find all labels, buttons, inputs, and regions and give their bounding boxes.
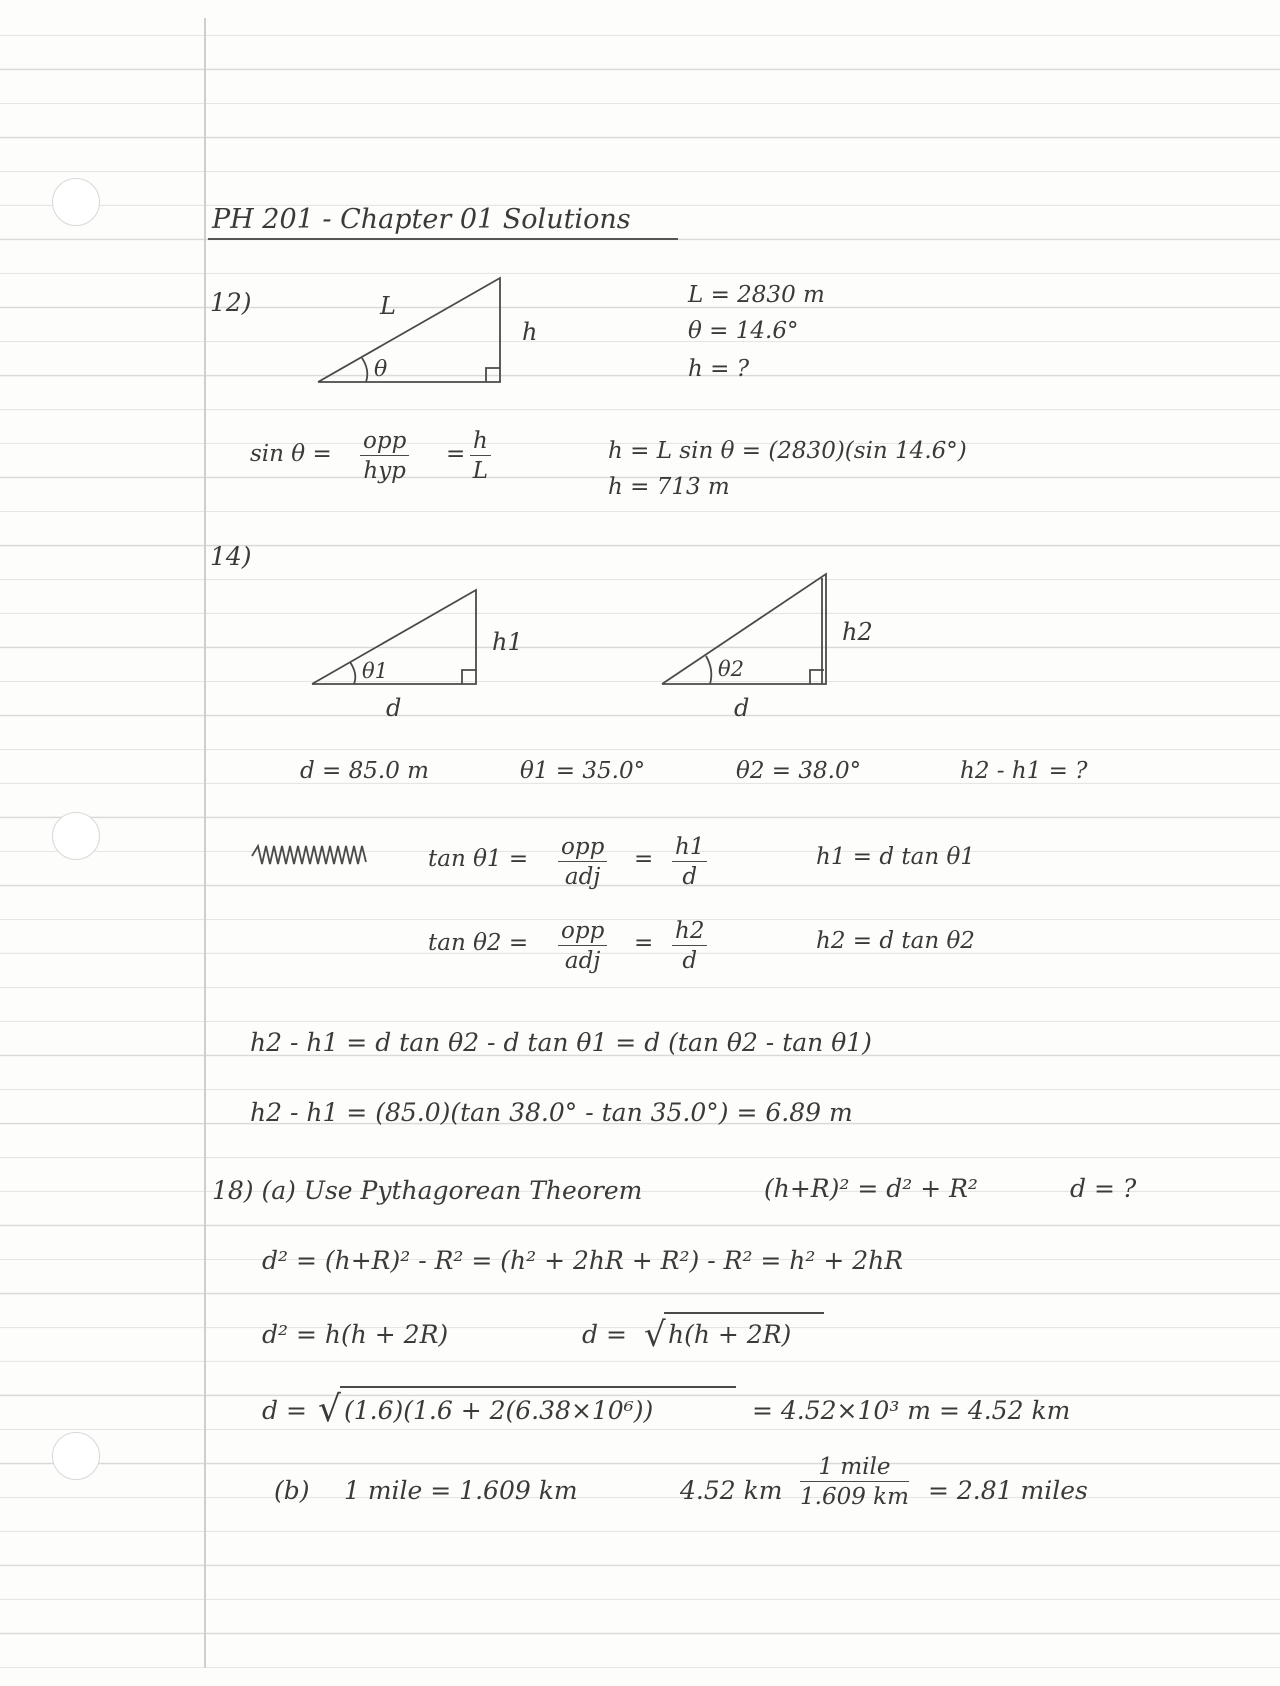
- numerator: h2: [672, 918, 707, 946]
- denominator: L: [472, 458, 489, 484]
- denominator: d: [682, 948, 698, 974]
- radical-bar: [340, 1386, 736, 1388]
- problem-14-number: 14): [210, 542, 252, 571]
- page-title: PH 201 - Chapter 01 Solutions: [212, 204, 631, 235]
- part-b-label: (b): [274, 1476, 310, 1505]
- fraction-opp-adj-2: [558, 918, 607, 974]
- mile-definition: 1 mile = 1.609 km: [344, 1476, 578, 1505]
- fraction-h2-d: [672, 918, 707, 974]
- numerator: 1 mile: [800, 1454, 909, 1482]
- problem-12-number: 12): [210, 288, 252, 317]
- equals-sign: =: [446, 441, 466, 467]
- pythagorean-equation: (h+R)² = d² + R²: [764, 1174, 978, 1203]
- h1-formula: h1 = d tan θ1: [816, 844, 975, 870]
- triangle-diagram-14-left: [306, 582, 536, 722]
- equals-sign: =: [634, 846, 654, 872]
- unknown-d: d = ?: [1070, 1174, 1137, 1203]
- conversion-lhs: 4.52 km: [680, 1476, 783, 1505]
- calc-lhs: d =: [262, 1396, 307, 1425]
- denominator: hyp: [363, 458, 406, 484]
- crossed-out-scribble: [250, 842, 380, 870]
- title-underline: [208, 238, 678, 240]
- sqrt-lhs: d =: [582, 1320, 627, 1349]
- denominator: 1.609 km: [800, 1484, 909, 1510]
- expansion-line: d² = (h+R)² - R² = (h² + 2hR + R²) - R² = h² + 2hR: [262, 1246, 904, 1275]
- triangle-outline: [318, 278, 500, 382]
- numerator: opp: [558, 834, 607, 862]
- margin-line: [204, 18, 206, 1668]
- denominator: adj: [564, 864, 601, 890]
- punch-hole: [52, 1432, 100, 1480]
- tan1-lhs: tan θ1 =: [428, 846, 529, 872]
- label-theta-1: θ1: [362, 659, 389, 683]
- calc-argument: (1.6)(1.6 + 2(6.38×10⁶)): [344, 1396, 654, 1425]
- tan2-lhs: tan θ2 =: [428, 930, 529, 956]
- denominator: d: [682, 864, 698, 890]
- label-d: d: [734, 694, 750, 722]
- triangle-outline: [312, 590, 476, 684]
- result-h-value: h = 713 m: [608, 474, 730, 500]
- label-d: d: [386, 694, 402, 722]
- punch-hole: [52, 178, 100, 226]
- right-angle-mark: [486, 368, 500, 382]
- denominator: adj: [564, 948, 601, 974]
- label-h: h: [522, 318, 538, 346]
- radical-sign: √: [644, 1315, 666, 1355]
- numerator: h: [470, 428, 491, 456]
- label-theta: θ: [374, 357, 388, 382]
- numerator: h1: [672, 834, 707, 862]
- sin-lhs: sin θ =: [250, 441, 332, 467]
- factored-line: d² = h(h + 2R): [262, 1320, 449, 1349]
- height-diff-derivation: h2 - h1 = d tan θ2 - d tan θ1 = d (tan θ2 - tan θ1): [250, 1028, 872, 1057]
- fraction-h1-d: [672, 834, 707, 890]
- label-L: L: [380, 292, 396, 320]
- angle-arc: [362, 358, 367, 382]
- numerator: opp: [558, 918, 607, 946]
- angle-arc: [706, 656, 711, 684]
- triangle-diagram-14-right: [656, 568, 886, 722]
- label-h-2: h2: [842, 618, 873, 646]
- label-theta-2: θ2: [718, 657, 745, 681]
- equals-sign: =: [634, 930, 654, 956]
- result-h-formula: h = L sin θ = (2830)(sin 14.6°): [608, 438, 967, 464]
- right-angle-mark: [462, 670, 476, 684]
- fraction-h-L: [470, 428, 491, 484]
- angle-arc: [350, 662, 355, 684]
- calc-result: = 4.52×10³ m = 4.52 km: [752, 1396, 1071, 1425]
- given-L: L = 2830 m: [688, 282, 825, 308]
- fraction-mile-km: [800, 1454, 909, 1510]
- sqrt-argument: h(h + 2R): [668, 1320, 792, 1349]
- numerator: opp: [360, 428, 409, 456]
- problem-18-part-a: 18) (a) Use Pythagorean Theorem: [212, 1176, 643, 1205]
- fraction-opp-adj-1: [558, 834, 607, 890]
- height-diff-result: h2 - h1 = (85.0)(tan 38.0° - tan 35.0°) = 6.89 m: [250, 1098, 853, 1127]
- given-theta-1: θ1 = 35.0°: [520, 758, 646, 784]
- conversion-result: = 2.81 miles: [928, 1476, 1088, 1505]
- scribble-stroke: [252, 846, 366, 864]
- unknown-height-diff: h2 - h1 = ?: [960, 758, 1088, 784]
- triangle-diagram-12: [310, 272, 538, 392]
- punch-hole: [52, 812, 100, 860]
- h2-formula: h2 = d tan θ2: [816, 928, 975, 954]
- radical-bar: [664, 1312, 824, 1314]
- given-h: h = ?: [688, 356, 750, 382]
- radical-sign: √: [318, 1389, 341, 1430]
- given-d: d = 85.0 m: [300, 758, 429, 784]
- label-h-1: h1: [492, 628, 523, 656]
- given-theta-2: θ2 = 38.0°: [736, 758, 862, 784]
- fraction-opp-hyp: [360, 428, 409, 484]
- given-theta: θ = 14.6°: [688, 318, 799, 344]
